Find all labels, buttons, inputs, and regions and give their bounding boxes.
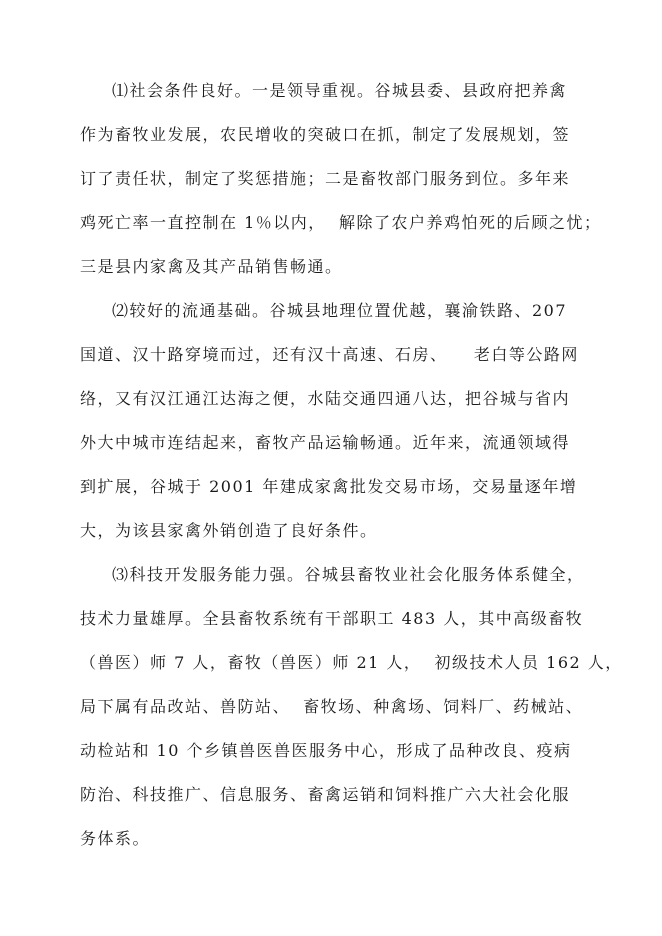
paragraph-2-line-3: 络，又有汉江通江达海之便，水陆交通四通八达，把谷城与省内 bbox=[80, 389, 571, 408]
paragraph-3-line-6: 防治、科技推广、信息服务、畜禽运销和饲料推广六大社会化服 bbox=[80, 785, 571, 804]
paragraph-3-line-5: 动检站和 10 个乡镇兽医兽医服务中心，形成了品种改良、疫病 bbox=[80, 741, 572, 760]
paragraph-1-line-3: 订了责任状，制定了奖惩措施；二是畜牧部门服务到位。多年来 bbox=[80, 169, 571, 188]
paragraph-2-line-5: 到扩展，谷城于 2001 年建成家禽批发交易市场，交易量逐年增 bbox=[80, 477, 578, 496]
paragraph-3-line-7: 务体系。 bbox=[80, 829, 151, 848]
paragraph-3-line-4: 局下属有品改站、兽防站、 畜牧场、种禽场、饲料厂、药械站、 bbox=[80, 697, 584, 716]
paragraph-3-line-1: ⑶科技开发服务能力强。谷城县畜牧业社会化服务体系健全， bbox=[112, 565, 585, 584]
paragraph-2-line-2: 国道、汉十路穿境而过，还有汉十高速、石房、 老白等公路网 bbox=[80, 345, 579, 364]
paragraph-1-line-5: 三是县内家禽及其产品销售畅通。 bbox=[80, 257, 343, 276]
paragraph-3-line-3: （兽医）师 7 人，畜牧（兽医）师 21 人， 初级技术人员 162 人， bbox=[80, 653, 623, 672]
paragraph-3-line-2: 技术力量雄厚。全县畜牧系统有干部职工 483 人，其中高级畜牧 bbox=[80, 609, 584, 628]
paragraph-1-line-2: 作为畜牧业发展，农民增收的突破口在抓，制定了发展规划，签 bbox=[80, 125, 571, 144]
paragraph-1-line-4: 鸡死亡率一直控制在 1％以内， 解除了农户养鸡怕死的后顾之忧； bbox=[80, 213, 602, 232]
paragraph-2-line-4: 外大中城市连结起来，畜牧产品运输畅通。近年来，流通领域得 bbox=[80, 433, 571, 452]
paragraph-2-line-6: 大，为该县家禽外销创造了良好条件。 bbox=[80, 521, 378, 540]
paragraph-1-line-1: ⑴社会条件良好。一是领导重视。谷城县委、县政府把养禽 bbox=[112, 81, 568, 100]
paragraph-2-line-1: ⑵较好的流通基础。谷城县地理位置优越，襄渝铁路、207 bbox=[112, 301, 568, 320]
